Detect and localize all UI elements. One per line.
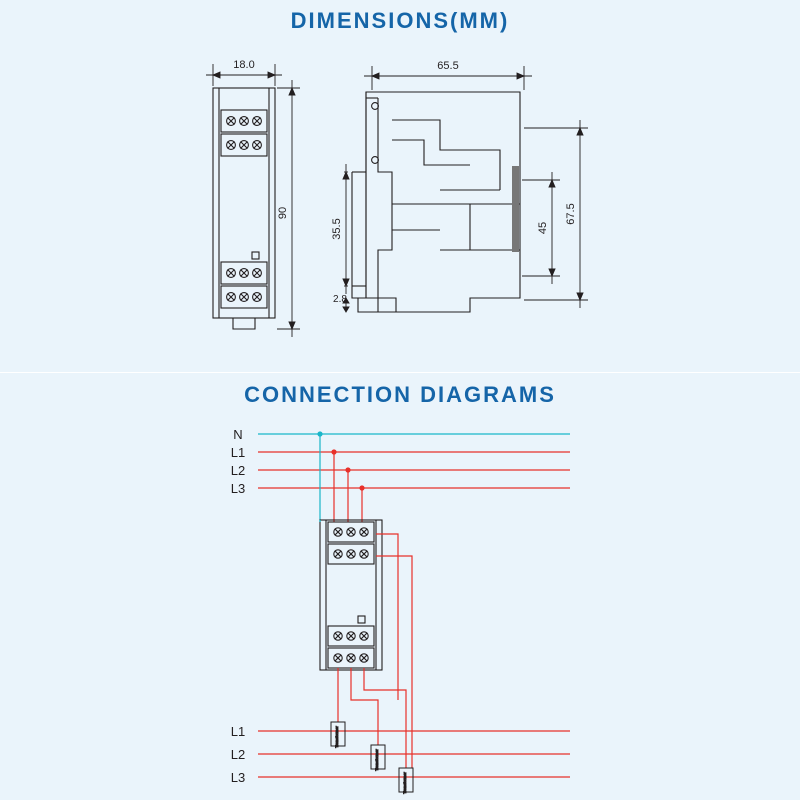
- dimension-label-foot: 2.8: [333, 294, 347, 305]
- load-label-transformer-2: Transformer: [374, 749, 379, 771]
- side-view-drawing: [352, 92, 520, 312]
- load-label-l2: L2: [230, 747, 246, 762]
- device-front-view: [320, 520, 382, 670]
- load-bus: [258, 731, 570, 777]
- dimension-label-din: 35.5: [331, 218, 343, 240]
- supply-label-l1: L1: [230, 445, 246, 460]
- load-label-transformer-1: Transformer: [334, 726, 339, 748]
- load-transformer-2: [371, 745, 385, 771]
- load-label-l1: L1: [230, 724, 246, 739]
- dimension-din-355: [343, 164, 349, 294]
- dimension-label-width: 18.0: [233, 59, 255, 71]
- dimension-label-total: 67.5: [565, 203, 577, 225]
- dimension-label-height: 90: [277, 206, 289, 220]
- supply-bus: [258, 434, 570, 488]
- output-wiring: [338, 668, 406, 768]
- supply-label-n: N: [233, 427, 243, 442]
- supply-drops: [317, 431, 364, 522]
- supply-label-l3: L3: [230, 481, 246, 496]
- dimension-label-depth: 65.5: [437, 60, 459, 72]
- front-view-drawing: [213, 88, 275, 329]
- dimension-label-body: 45: [537, 221, 549, 235]
- load-transformer-3: [399, 768, 413, 794]
- load-label-transformer-3: Transformer: [402, 772, 407, 794]
- load-transformer-1: [331, 722, 345, 748]
- connection-title: CONNECTION DIAGRAMS: [244, 382, 556, 407]
- dimension-total-675: [524, 120, 588, 308]
- load-label-l3: L3: [230, 770, 246, 785]
- dimensions-title: DIMENSIONS(MM): [290, 8, 510, 33]
- supply-label-l2: L2: [230, 463, 246, 478]
